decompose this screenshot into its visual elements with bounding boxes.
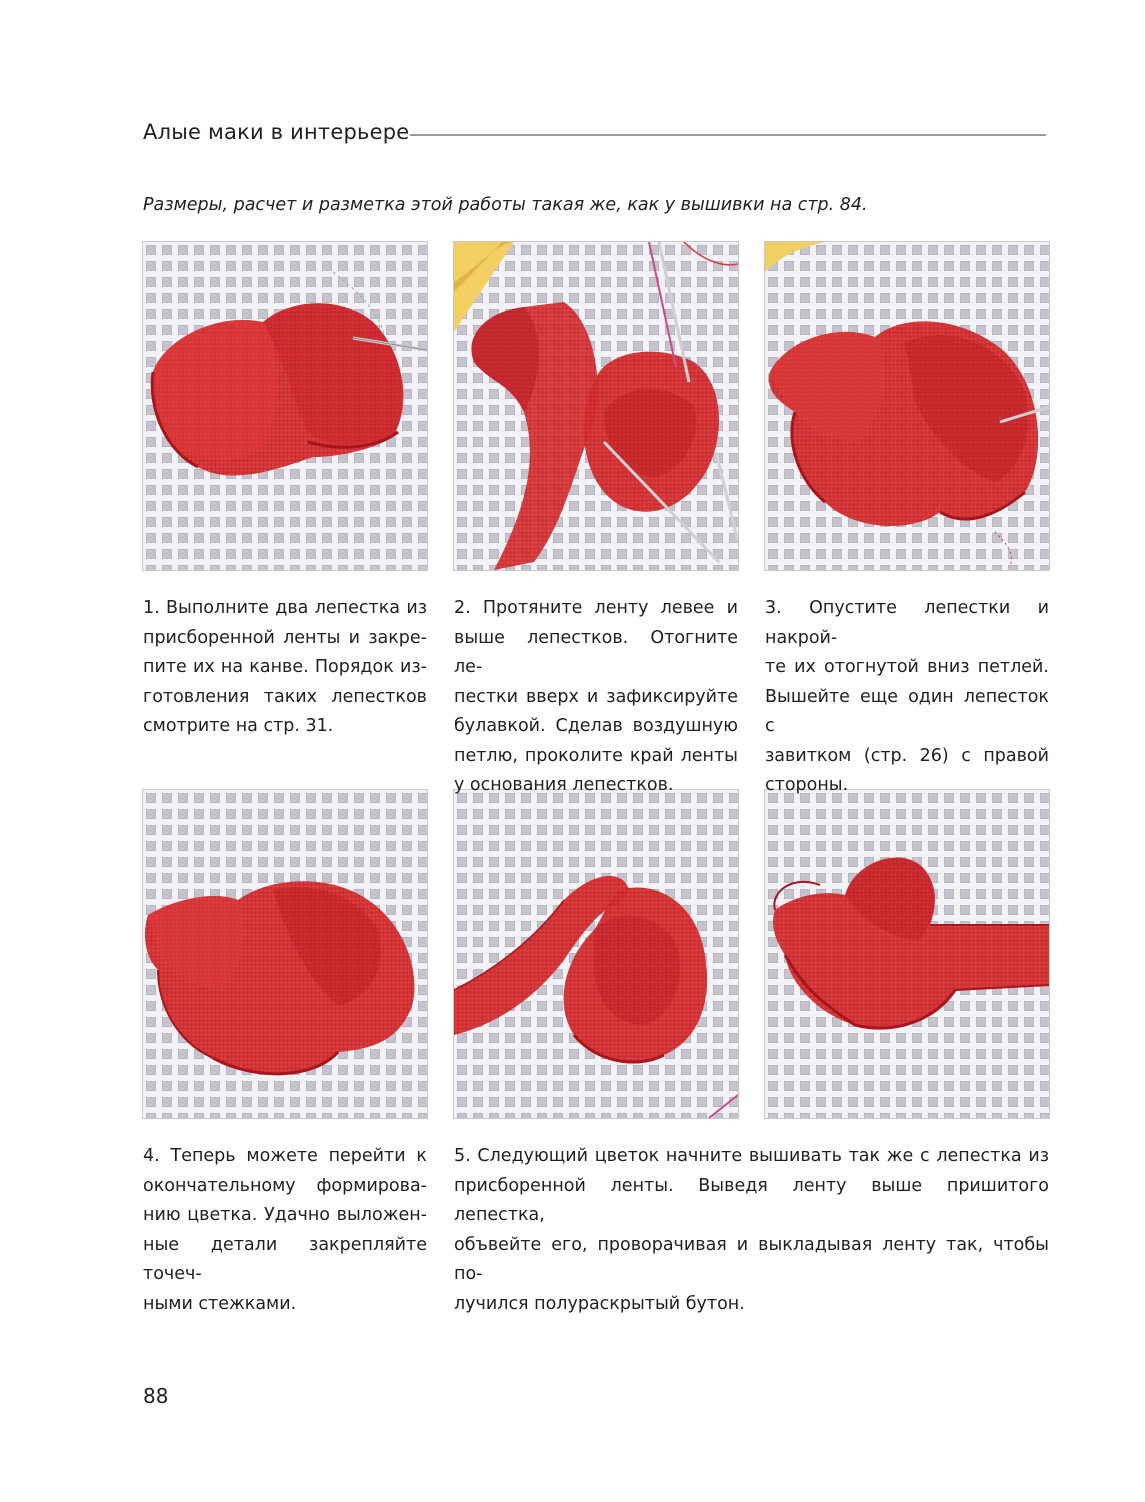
step-5-caption xyxy=(454,1142,1049,1319)
step-6-photo xyxy=(765,790,1049,1118)
caption-line: нию цветка. Удачно выложен- xyxy=(143,1205,427,1225)
step-3-photo xyxy=(765,242,1049,570)
caption-line: окончательному формирова- xyxy=(143,1175,427,1196)
caption-line: пестки вверх и зафиксируйте xyxy=(454,686,738,707)
caption-line: 2. Протяните ленту левее и xyxy=(454,598,738,618)
step-5-photo xyxy=(454,790,738,1118)
caption-line: у основания лепестков. xyxy=(454,775,674,795)
caption-line: присборенной ленты. Выведя ленту выше пришитого лепестка, xyxy=(454,1175,1049,1225)
caption-line: булавкой. Сделав воздушную xyxy=(454,716,738,736)
step-1-caption xyxy=(143,594,427,742)
running-header: Алые маки в интерьере xyxy=(143,120,410,144)
caption-line: 3. Опустите лепестки и накрой- xyxy=(765,598,1049,648)
caption-line: ными стежками. xyxy=(143,1293,297,1314)
caption-line: готовления таких лепестков xyxy=(143,686,427,707)
caption-line: ные детали закрепляйте точеч- xyxy=(143,1234,427,1284)
caption-line: 5. Следующий цветок начните вышивать так же с лепестка из xyxy=(454,1146,1049,1166)
caption-line: те их отогнутой вниз петлей. xyxy=(765,657,1049,677)
caption-line: лучился полураскрытый бутон. xyxy=(454,1293,745,1314)
caption-line: присборенной ленты и закре- xyxy=(143,627,427,648)
caption-line: 1. Выполните два лепестка из xyxy=(143,598,427,618)
caption-line: объвейте его, проворачивая и выкладывая ленту так, чтобы по- xyxy=(454,1234,1049,1284)
step-1-photo xyxy=(143,242,427,570)
caption-line: смотрите на стр. 31. xyxy=(143,716,334,736)
caption-line: пите их на канве. Порядок из- xyxy=(143,657,427,677)
caption-line: Вышейте еще один лепесток с xyxy=(765,686,1049,736)
step-2-caption xyxy=(454,594,738,801)
step-2-photo xyxy=(454,242,738,570)
step-4-caption xyxy=(143,1142,427,1319)
step-3-caption xyxy=(765,594,1049,801)
intro-note: Размеры, расчет и разметка этой работы такая же, как у вышивки на стр. 84. xyxy=(143,195,868,215)
step-4-photo xyxy=(143,790,427,1118)
caption-line: петлю, проколите край ленты xyxy=(454,745,738,766)
caption-line: завитком (стр. 26) с правой xyxy=(765,745,1049,766)
page-number: 88 xyxy=(143,1384,169,1408)
caption-line: выше лепестков. Отогните ле- xyxy=(454,627,738,677)
caption-line: стороны. xyxy=(765,775,849,795)
header-rule xyxy=(410,134,1046,136)
caption-line: 4. Теперь можете перейти к xyxy=(143,1146,427,1166)
